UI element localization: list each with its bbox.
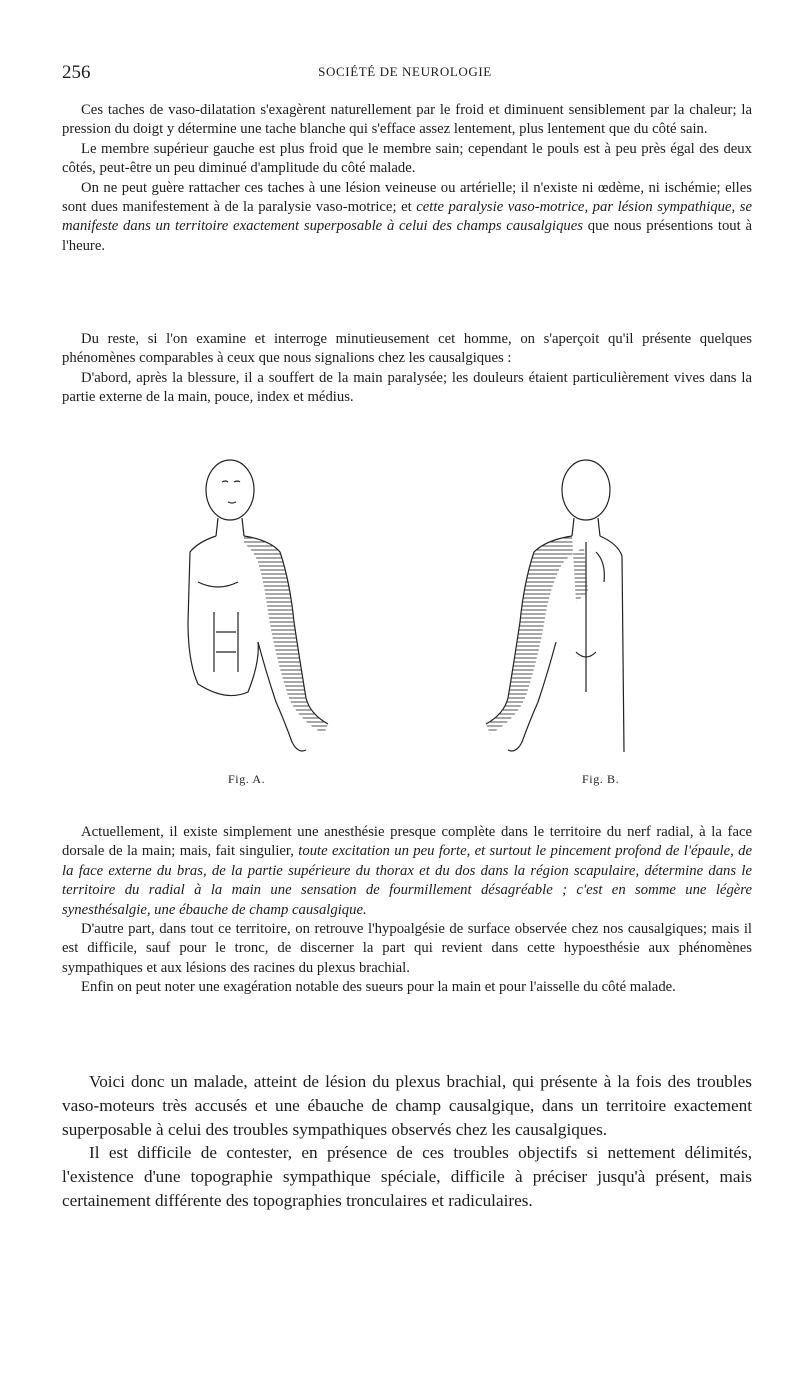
paragraph: Voici donc un malade, atteint de lésion du plexus brachial, qui présente à la fois des troubles vaso-moteurs très accusés et une ébauche de champ causalgique, dans un territoire exactement superposable à celui des troubles sympathiques observés chez les causalgiques. [62, 1072, 752, 1139]
paragraph [62, 179, 752, 257]
page-number: 256 [62, 62, 91, 83]
paragraph: Du reste, si l'on examine et interroge minutieusement cet homme, on s'aperçoit qu'il présente quelques phénomènes comparables à ceux que nous signalions chez les causalgiques : [62, 331, 752, 367]
paragraph: Ces taches de vaso-dilatation s'exagèrent naturellement par le froid et diminuent sensiblement par la chaleur; la pression du doigt y détermine une tache blanche qui s'efface assez lentement, plus lentement que du côté sain. [62, 102, 752, 138]
italic-text: toute excitation un peu forte, et surtout le pincement profond de l'épaule, de la face externe du bras, de la partie supérieure du thorax et du dos dans la région scapulaire, détermine dans le territoire du radial à la main une sensation de fourmillement désagréable ; c'est en somme une légère synesthésalgie, une ébauche de champ causalgique. [62, 843, 752, 918]
paragraph: D'abord, après la blessure, il a souffert de la main paralysée; les douleurs étaient particulièrement vives dans la partie externe de la main, pouce, index et médius. [62, 369, 752, 406]
paragraph [62, 823, 752, 920]
page-header [62, 62, 748, 86]
paragraph: Le membre supérieur gauche est plus froid que le membre sain; cependant le pouls est à peu près égal des deux côtés, peut-être un peu diminué d'amplitude du côté malade. [62, 140, 752, 177]
text-block-vasomotor [62, 101, 752, 256]
paragraph-text: Actuellement, il existe simplement une anesthésie presque complète dans le territoire du nerf radial, à la face dorsale de la main; mais, fait singulier, [62, 824, 752, 860]
paragraph-text: que nous présentions tout à l'heure. [62, 218, 753, 254]
text-block-anesthesia [62, 823, 752, 998]
figure-a-front-body-diagram [178, 452, 338, 762]
paragraph: D'autre part, dans tout ce territoire, on retrouve l'hypoalgésie de surface observée chez nos causalgiques; mais il est difficile, sauf pour le tronc, de discerner la part qui revient dans cette hypoesthésie aux phénomènes sympathiques et aux lésions des racines du plexus brachial. [62, 921, 752, 976]
figure-b-caption: Fig. B. [582, 772, 620, 786]
paragraph-text: On ne peut guère rattacher ces taches à une lésion veineuse ou artérielle; il n'existe ni œdème, ni ischémie; elles sont dues manifestement à de la paralysie vaso-motrice; et [62, 179, 752, 216]
italic-text: cette paralysie vaso-motrice, par lésion sympathique, se manifeste dans un territoire exactement superposable à celui des champs causalgiques [62, 199, 752, 235]
paragraph: Enfin on peut noter une exagération notable des sueurs pour la main et pour l'aisselle du côté malade. [81, 979, 676, 996]
running-title: SOCIÉTÉ DE NEUROLOGIE [318, 64, 492, 79]
figure-b-back-body-diagram [476, 452, 636, 762]
text-block-conclusion [62, 1070, 752, 1213]
paragraph: Il est difficile de contester, en présence de ces troubles objectifs si nettement délimités, l'existence d'une topographie sympathique spéciale, difficile à préciser jusqu'à présent, mais certainement différente des topographies tronculaires et radiculaires. [62, 1143, 752, 1210]
text-block-causalgic-signs [62, 330, 752, 408]
figure-a-caption: Fig. A. [228, 772, 266, 786]
